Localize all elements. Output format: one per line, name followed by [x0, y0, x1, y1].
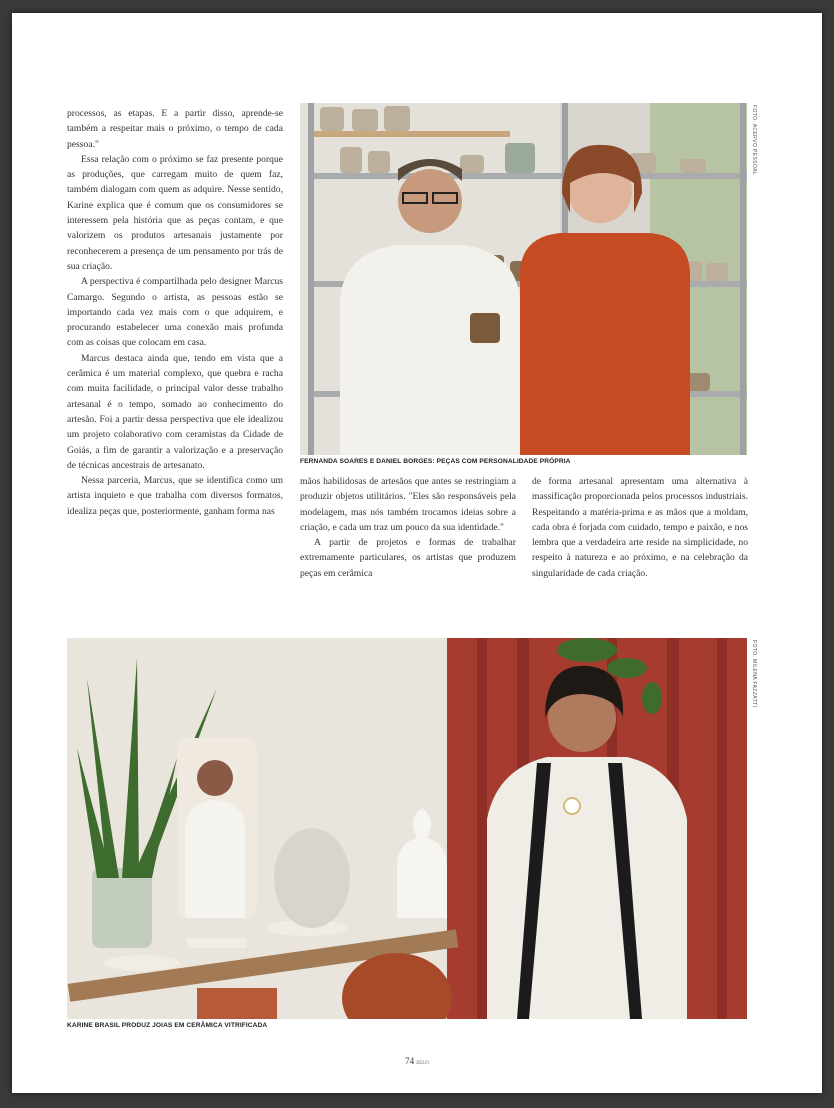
paragraph: Essa relação com o próximo se faz presente porque as produções, que carregam muito de quem faz, também dialogam com quem as adquire. Nesse sentido, Karine explica que é comum que os consumidores se interessem pela história que as peças contam, e que valorizem os produtos artesanais justamente por reconhecerem a presença de um pensamento por trás de sua criação.	[67, 153, 283, 272]
paragraph: Marcus destaca ainda que, tendo em vista que a cerâmica é um material complexo, que quebra e racha com muita facilidade, o principal valor desse trabalho artesanal é o tempo, somado ao conhecimento do artesão. Foi a partir dessa perspectiva que ele idealizou um projeto colaborativo com ceramistas da Cidade de Goiás, a fim de garantir a valorização e a preservação de técnicas ancestrais de artesanato.	[67, 352, 283, 471]
photo-credit: FOTO: ACERVO PESSOAL	[751, 105, 757, 176]
paragraph: processos, as etapas. E a partir disso, aprende-se também a respeitar mais o próximo, o tempo de cada pessoa."	[67, 108, 283, 150]
photo-jewelry-artisan	[67, 638, 747, 1019]
magazine-brand: ZELO	[416, 1061, 429, 1066]
text-column-1	[67, 106, 283, 626]
artisan-photo-illustration	[67, 638, 747, 1019]
page-number: 74	[405, 1056, 415, 1066]
paragraph: A perspectiva é compartilhada pelo designer Marcus Camargo. Segundo o artista, as pessoas estão se importando cada vez mais com o que adquirem, e procurando estabelecer uma conexão mais profunda com as coisas que colocam em casa.	[67, 276, 283, 349]
page-footer	[12, 1056, 822, 1066]
photo-credit: FOTO: MILENA FAZZATTI	[751, 640, 757, 708]
photo-potters-studio	[300, 103, 747, 455]
text-column-3	[532, 474, 748, 624]
photo-caption: KARINE BRASIL PRODUZ JOIAS EM CERÂMICA VITRIFICADA	[67, 1022, 268, 1029]
paragraph: Nessa parceria, Marcus, que se identifica como um artista inquieto e que trabalha com diversos formatos, idealiza peças que, posteriormente, ganham forma nas	[67, 475, 283, 517]
potters-photo-illustration	[300, 103, 747, 455]
photo-caption: FERNANDA SOARES E DANIEL BORGES: PEÇAS COM PERSONALIDADE PRÓPRIA	[300, 458, 571, 465]
paragraph: A partir de projetos e formas de trabalhar extremamente particulares, os artistas que produzem peças em cerâmica	[300, 537, 516, 579]
magazine-page	[12, 13, 822, 1093]
text-column-2	[300, 474, 516, 624]
paragraph: mãos habilidosas de artesãos que antes se restringiam a produzir objetos utilitários. "Eles são responsáveis pela modelagem, mas nós também trocamos ideias sobre a criação, e cada um traz um pouco da sua identidade."	[300, 476, 516, 533]
paragraph: de forma artesanal apresentam uma alternativa à massificação proporcionada pelos processos industriais. Respeitando a matéria-prima e as mãos que a moldam, cada obra é forjada com cuidado, tempo e paixão, e nos lembra que a verdadeira arte reside na simplicidade, no respeito à natureza e ao próximo, e na celebração da singularidade de cada criação.	[532, 476, 748, 579]
